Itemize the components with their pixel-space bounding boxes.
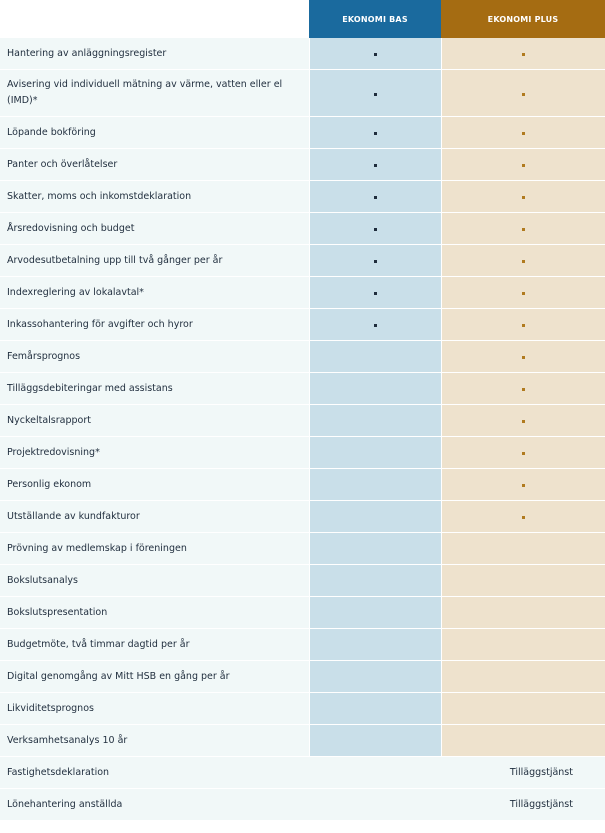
included-bullet-icon: [522, 53, 525, 56]
plus-cell: [441, 149, 605, 181]
feature-label: Indexreglering av lokalavtal*: [0, 277, 309, 309]
included-bullet-icon: [374, 260, 377, 263]
plus-cell: [441, 373, 605, 405]
table-row: [0, 149, 605, 181]
table-row: [0, 501, 605, 533]
table-row: [0, 70, 605, 117]
bas-cell: [309, 405, 441, 437]
plus-cell: [441, 277, 605, 309]
included-bullet-icon: [522, 388, 525, 391]
bas-cell: [309, 725, 441, 757]
table-row: [0, 277, 605, 309]
addon-service-note: Tilläggstjänst: [441, 757, 605, 789]
feature-label: Nyckeltalsrapport: [0, 405, 309, 437]
included-bullet-icon: [522, 132, 525, 135]
bas-cell-empty: [309, 757, 441, 789]
bas-cell: [309, 309, 441, 341]
table-row: [0, 469, 605, 501]
included-bullet-icon: [374, 324, 377, 327]
table-row: [0, 181, 605, 213]
included-bullet-icon: [374, 132, 377, 135]
feature-label: Bokslutsanalys: [0, 565, 309, 597]
table-row: [0, 373, 605, 405]
included-bullet-icon: [522, 452, 525, 455]
included-bullet-icon: [522, 228, 525, 231]
feature-label: Bokslutspresentation: [0, 597, 309, 629]
table-row: [0, 341, 605, 373]
comparison-rows: [0, 38, 605, 821]
feature-label: Personlig ekonom: [0, 469, 309, 501]
bas-cell: [309, 533, 441, 565]
table-row-addon: [0, 757, 605, 789]
included-bullet-icon: [522, 516, 525, 519]
feature-label: Budgetmöte, två timmar dagtid per år: [0, 629, 309, 661]
plus-cell: [441, 437, 605, 469]
feature-label: Digital genomgång av Mitt HSB en gång per år: [0, 661, 309, 693]
feature-label: Inkassohantering för avgifter och hyror: [0, 309, 309, 341]
included-bullet-icon: [522, 324, 525, 327]
plus-cell: [441, 245, 605, 277]
bas-cell: [309, 117, 441, 149]
table-row: [0, 597, 605, 629]
included-bullet-icon: [374, 228, 377, 231]
table-row: [0, 693, 605, 725]
included-bullet-icon: [522, 260, 525, 263]
table-row: [0, 405, 605, 437]
plus-cell: [441, 661, 605, 693]
feature-label: Hantering av anläggningsregister: [0, 38, 309, 70]
included-bullet-icon: [522, 356, 525, 359]
feature-label: Verksamhetsanalys 10 år: [0, 725, 309, 757]
feature-label: Löpande bokföring: [0, 117, 309, 149]
table-row: [0, 117, 605, 149]
feature-label: Avisering vid individuell mätning av värme, vatten eller el (IMD)*: [0, 70, 309, 117]
included-bullet-icon: [522, 292, 525, 295]
table-row: [0, 437, 605, 469]
included-bullet-icon: [374, 93, 377, 96]
feature-label: Femårsprognos: [0, 341, 309, 373]
bas-cell: [309, 437, 441, 469]
table-row: [0, 629, 605, 661]
bas-cell: [309, 38, 441, 70]
addon-service-note: Tilläggstjänst: [441, 789, 605, 821]
plus-cell: [441, 405, 605, 437]
plus-cell: [441, 181, 605, 213]
included-bullet-icon: [522, 196, 525, 199]
feature-label: Fastighetsdeklaration: [0, 757, 309, 789]
included-bullet-icon: [522, 420, 525, 423]
bas-cell: [309, 213, 441, 245]
table-row: [0, 38, 605, 70]
header-row: [0, 0, 605, 38]
included-bullet-icon: [522, 484, 525, 487]
feature-label: Likviditetsprognos: [0, 693, 309, 725]
table-row: [0, 245, 605, 277]
column-header-ekonomi-plus: EKONOMI PLUS: [441, 0, 605, 38]
included-bullet-icon: [374, 164, 377, 167]
plus-cell: [441, 38, 605, 70]
plus-cell: [441, 693, 605, 725]
feature-label: Utställande av kundfakturor: [0, 501, 309, 533]
bas-cell: [309, 70, 441, 117]
included-bullet-icon: [374, 292, 377, 295]
plus-cell: [441, 629, 605, 661]
plus-cell: [441, 213, 605, 245]
feature-label: Lönehantering anställda: [0, 789, 309, 821]
bas-cell: [309, 501, 441, 533]
included-bullet-icon: [374, 196, 377, 199]
feature-label: Projektredovisning*: [0, 437, 309, 469]
plus-cell: [441, 309, 605, 341]
included-bullet-icon: [374, 53, 377, 56]
plus-cell: [441, 469, 605, 501]
plus-cell: [441, 533, 605, 565]
table-row: [0, 213, 605, 245]
plus-cell: [441, 70, 605, 117]
table-row: [0, 309, 605, 341]
included-bullet-icon: [522, 164, 525, 167]
feature-label: Panter och överlåtelser: [0, 149, 309, 181]
table-row: [0, 661, 605, 693]
bas-cell-empty: [309, 789, 441, 821]
feature-label: Årsredovisning och budget: [0, 213, 309, 245]
header-blank-cell: [0, 0, 309, 38]
included-bullet-icon: [522, 93, 525, 96]
table-row: [0, 725, 605, 757]
bas-cell: [309, 181, 441, 213]
bas-cell: [309, 469, 441, 501]
plus-cell: [441, 565, 605, 597]
bas-cell: [309, 661, 441, 693]
bas-cell: [309, 245, 441, 277]
bas-cell: [309, 373, 441, 405]
feature-label: Skatter, moms och inkomstdeklaration: [0, 181, 309, 213]
plus-cell: [441, 725, 605, 757]
table-row-addon: [0, 789, 605, 821]
bas-cell: [309, 597, 441, 629]
column-header-ekonomi-bas: EKONOMI BAS: [309, 0, 441, 38]
feature-label: Tilläggsdebiteringar med assistans: [0, 373, 309, 405]
bas-cell: [309, 629, 441, 661]
plus-cell: [441, 501, 605, 533]
plus-cell: [441, 341, 605, 373]
feature-label: Prövning av medlemskap i föreningen: [0, 533, 309, 565]
table-row: [0, 533, 605, 565]
bas-cell: [309, 341, 441, 373]
bas-cell: [309, 277, 441, 309]
bas-cell: [309, 693, 441, 725]
table-row: [0, 565, 605, 597]
bas-cell: [309, 149, 441, 181]
plus-cell: [441, 117, 605, 149]
bas-cell: [309, 565, 441, 597]
plus-cell: [441, 597, 605, 629]
feature-label: Arvodesutbetalning upp till två gånger per år: [0, 245, 309, 277]
